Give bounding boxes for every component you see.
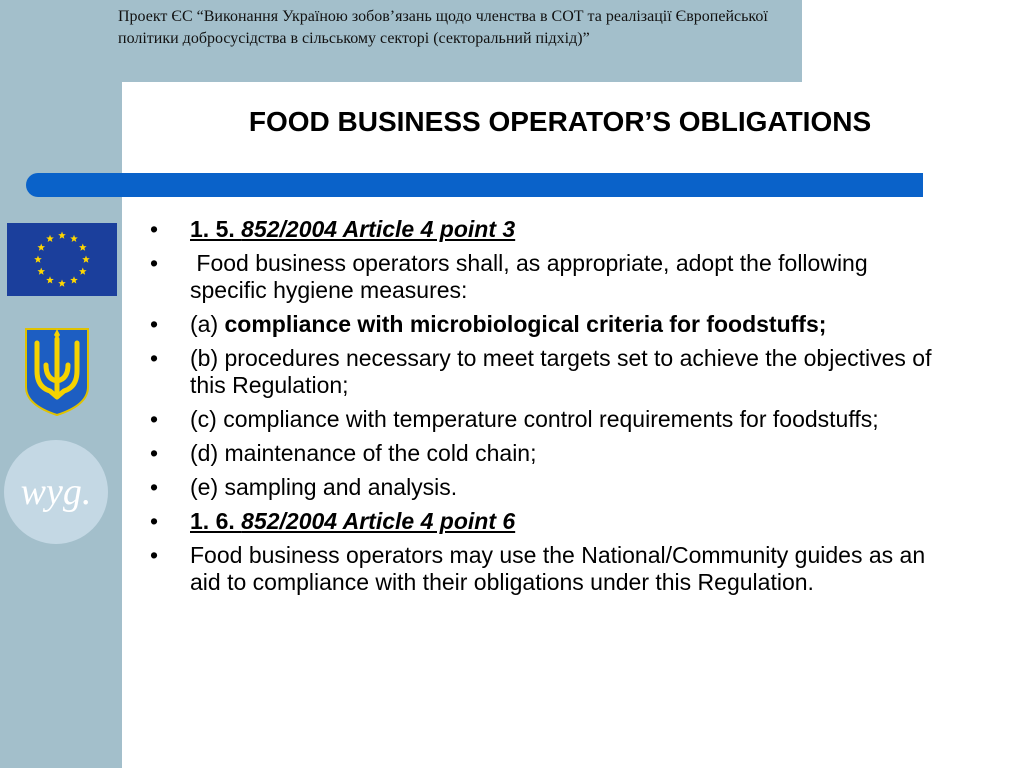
bullet-intro bbox=[150, 250, 950, 304]
project-note: Проект ЄС “Виконання Україною зобов’язань щодо членства в СОТ та реалізації Європейської політики добросусідства в сільському секторі (секторальний підхід)” bbox=[118, 8, 768, 47]
bullet-marker: • bbox=[150, 542, 159, 568]
eu-flag-icon bbox=[7, 223, 117, 296]
bullet-marker: • bbox=[150, 406, 159, 432]
bullet-heading-4-6 bbox=[150, 508, 950, 535]
bullet-guides bbox=[150, 542, 950, 596]
bullet-marker: • bbox=[150, 216, 159, 242]
bullet-b bbox=[150, 345, 950, 399]
bullet-text: (d) maintenance of the cold chain; bbox=[190, 440, 537, 466]
bullet-heading-4-3 bbox=[150, 216, 950, 243]
bullet-marker: • bbox=[150, 508, 159, 534]
bullet-text: Food business operators may use the National/Community guides as an aid to compliance with their obligations under this Regulation. bbox=[190, 542, 926, 595]
bullet-bold-text: compliance with microbiological criteria for foodstuffs; bbox=[224, 311, 827, 337]
bullet-text: (c) compliance with temperature control requirements for foodstuffs; bbox=[190, 406, 879, 432]
bullet-a bbox=[150, 311, 950, 338]
title-underline-bar bbox=[26, 173, 923, 197]
regulation-reference: 852/2004 Article 4 point 6 bbox=[241, 508, 516, 534]
bullet-marker: • bbox=[150, 474, 159, 500]
slide-title: FOOD BUSINESS OPERATOR’S OBLIGATIONS bbox=[248, 106, 872, 137]
wyg-logo-icon bbox=[4, 440, 108, 544]
bullet-number: 1. 6. bbox=[190, 508, 242, 534]
bullet-text: (b) procedures necessary to meet targets set to achieve the objectives of this Regulation; bbox=[190, 345, 932, 398]
bullet-text: (e) sampling and analysis. bbox=[190, 474, 458, 500]
bullet-marker: • bbox=[150, 440, 159, 466]
bullet-list bbox=[150, 216, 950, 603]
regulation-reference: 852/2004 Article 4 point 3 bbox=[241, 216, 516, 242]
bullet-label: (a) bbox=[190, 311, 225, 337]
bullet-c bbox=[150, 406, 950, 433]
ukraine-coat-of-arms-icon bbox=[22, 325, 92, 418]
bullet-marker: • bbox=[150, 345, 159, 371]
bullet-marker: • bbox=[150, 250, 159, 276]
bullet-text: Food business operators shall, as appropriate, adopt the following specific hygiene measures: bbox=[190, 250, 875, 303]
bullet-marker: • bbox=[150, 311, 159, 337]
bullet-e bbox=[150, 474, 950, 501]
wyg-logo-text: wyg. bbox=[20, 471, 92, 513]
bullet-number: 1. 5. bbox=[190, 216, 242, 242]
bullet-d bbox=[150, 440, 950, 467]
